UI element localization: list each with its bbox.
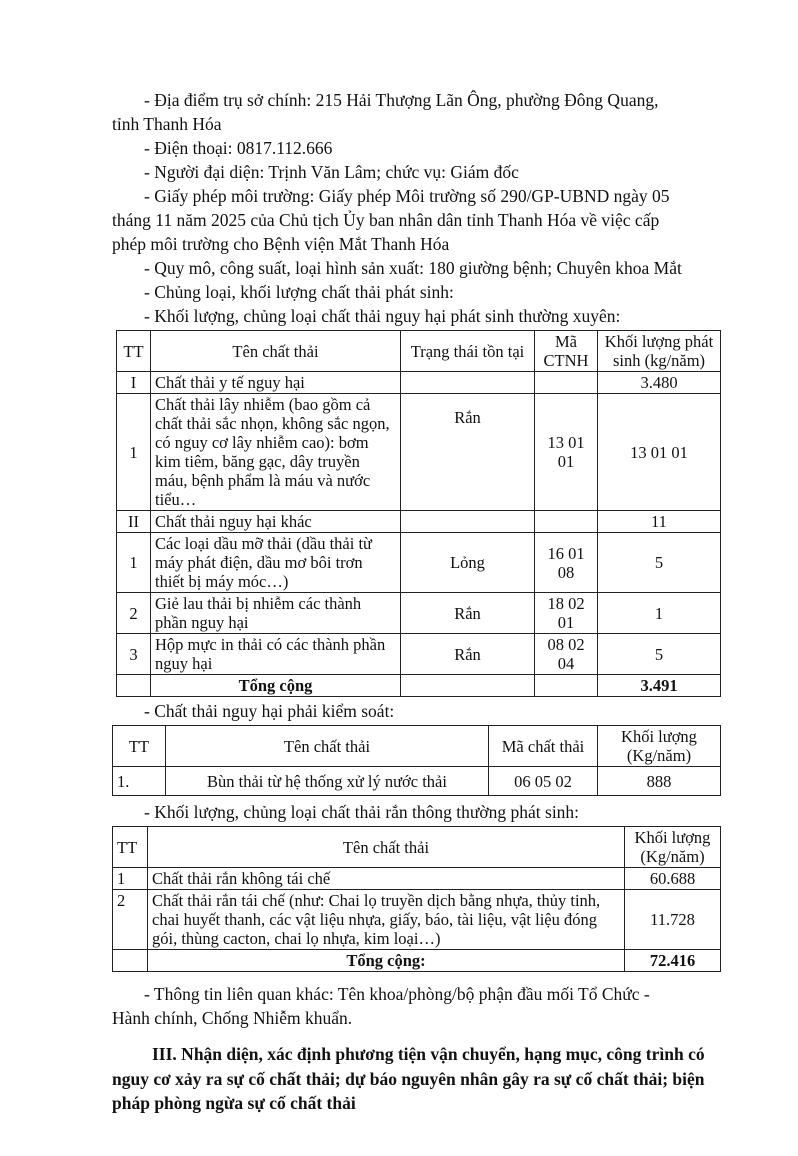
cell: 3 <box>117 634 151 675</box>
cell: Giẻ lau thải bị nhiễm các thành phần nguy hại <box>151 593 401 634</box>
header-cell: Tên chất thải <box>148 827 625 868</box>
table-row <box>117 394 721 511</box>
header-cell: Khối lượng (Kg/năm) <box>598 726 721 767</box>
table-row <box>117 511 721 533</box>
cell: Hộp mực in thải có các thành phần nguy hại <box>151 634 401 675</box>
cell: Chất thải rắn tái chế (như: Chai lọ truyền dịch bằng nhựa, thủy tinh, chai huyết thanh, các vật liệu nhựa, giấy, báo, tài liệu, vật liệu đóng gói, thùng cacton, chai lọ nhựa, kim loại…) <box>148 890 625 950</box>
info-line: - Giấy phép môi trường: Giấy phép Môi trường số 290/GP-UBND ngày 05 <box>144 186 670 206</box>
cell: 2 <box>117 593 151 634</box>
cell: 13 01 01 <box>535 394 598 511</box>
header-cell: Mã chất thải <box>489 726 598 767</box>
cell: 1 <box>117 394 151 511</box>
total-row <box>113 950 721 972</box>
info-line: - Điện thoại: 0817.112.666 <box>144 138 333 158</box>
total-value: 3.491 <box>598 675 721 697</box>
table-row <box>117 372 721 394</box>
cell: 1 <box>598 593 721 634</box>
cell <box>401 675 535 697</box>
cell: Chất thải rắn không tái chế <box>148 868 625 890</box>
table-header <box>113 726 721 767</box>
header-cell: TT <box>117 331 151 372</box>
cell <box>401 372 535 394</box>
solid-waste-table <box>112 826 721 972</box>
total-value: 72.416 <box>625 950 721 972</box>
cell: Rắn <box>401 593 535 634</box>
cell: 5 <box>598 634 721 675</box>
header-cell: Mã CTNH <box>535 331 598 372</box>
cell: 1 <box>117 533 151 593</box>
other-info-line: Hành chính, Chống Nhiễm khuẩn. <box>112 1008 353 1028</box>
cell: 11.728 <box>625 890 721 950</box>
cell: Rắn <box>401 634 535 675</box>
cell: 1. <box>113 767 166 796</box>
cell: 18 02 01 <box>535 593 598 634</box>
header-cell: TT <box>113 726 166 767</box>
info-line: phép môi trường cho Bệnh viện Mắt Thanh Hóa <box>112 234 450 254</box>
cell: Rắn <box>401 394 535 511</box>
cell: 16 01 08 <box>535 533 598 593</box>
section-subheading: - Khối lượng, chủng loại chất thải rắn thông thường phát sinh: <box>144 802 580 822</box>
cell: Chất thải y tế nguy hại <box>151 372 401 394</box>
table-row <box>117 533 721 593</box>
cell: 2 <box>113 890 148 950</box>
cell <box>113 950 148 972</box>
cell: 08 02 04 <box>535 634 598 675</box>
header-cell: Khối lượng (Kg/năm) <box>625 827 721 868</box>
cell: II <box>117 511 151 533</box>
cell: Chất thải nguy hại khác <box>151 511 401 533</box>
cell: I <box>117 372 151 394</box>
info-line: - Khối lượng, chủng loại chất thải nguy hại phát sinh thường xuyên: <box>144 306 621 326</box>
cell <box>535 675 598 697</box>
cell <box>117 675 151 697</box>
cell: Chất thải lây nhiễm (bao gồm cả chất thải sắc nhọn, không sắc ngọn, có nguy cơ lây nhiễm cao): bơm kim tiêm, băng gạc, dây truyền máu, bệnh phẩm là máu và nước tiểu… <box>151 394 401 511</box>
cell: Các loại dầu mỡ thải (dầu thải từ máy phát điện, dầu mơ bôi trơn thiết bị máy móc…) <box>151 533 401 593</box>
info-line: - Quy mô, công suất, loại hình sản xuất: 180 giường bệnh; Chuyên khoa Mắt <box>144 258 682 278</box>
cell: 3.480 <box>598 372 721 394</box>
table-row <box>113 868 721 890</box>
cell: Lỏng <box>401 533 535 593</box>
table-row <box>117 593 721 634</box>
cell <box>401 511 535 533</box>
info-line: tháng 11 năm 2025 của Chủ tịch Ủy ban nhân dân tỉnh Thanh Hóa về việc cấp <box>112 210 660 230</box>
document-page <box>112 0 724 1156</box>
cell: 11 <box>598 511 721 533</box>
cell: 888 <box>598 767 721 796</box>
hazardous-waste-table <box>116 330 721 697</box>
total-row <box>117 675 721 697</box>
table-row <box>117 634 721 675</box>
controlled-waste-table <box>112 725 721 796</box>
cell <box>535 511 598 533</box>
total-label: Tổng cộng <box>151 675 401 697</box>
header-cell: TT <box>113 827 148 868</box>
table-header <box>113 827 721 868</box>
cell: 60.688 <box>625 868 721 890</box>
header-cell: Tên chất thải <box>151 331 401 372</box>
section-subheading: - Chất thải nguy hại phải kiểm soát: <box>144 701 395 721</box>
cell: 06 05 02 <box>489 767 598 796</box>
section-heading: III. Nhận diện, xác định phương tiện vận chuyển, hạng mục, công trình có nguy cơ xảy ra sự cố chất thải; dự báo nguyên nhân gây ra sự cố chất thải; biện pháp phòng ngừa sự cố chất thải <box>112 1044 705 1113</box>
info-line: - Chủng loại, khối lượng chất thải phát sinh: <box>144 282 454 302</box>
table-row <box>113 890 721 950</box>
table-row <box>113 767 721 796</box>
cell: 5 <box>598 533 721 593</box>
info-line: - Người đại diện: Trịnh Văn Lâm; chức vụ: Giám đốc <box>144 162 519 182</box>
info-line: - Địa điểm trụ sở chính: 215 Hải Thượng Lãn Ông, phường Đông Quang, <box>144 90 659 110</box>
cell: 1 <box>113 868 148 890</box>
header-cell: Khối lượng phát sinh (kg/năm) <box>598 331 721 372</box>
header-cell: Tên chất thải <box>166 726 489 767</box>
info-line: tỉnh Thanh Hóa <box>112 114 222 134</box>
other-info-line: - Thông tin liên quan khác: Tên khoa/phòng/bộ phận đầu mối Tổ Chức - <box>144 984 650 1004</box>
header-cell: Trạng thái tồn tại <box>401 331 535 372</box>
total-label: Tổng cộng: <box>148 950 625 972</box>
cell: Bùn thải từ hệ thống xử lý nước thải <box>166 767 489 796</box>
cell: 13 01 01 <box>598 394 721 511</box>
cell <box>535 372 598 394</box>
table-header <box>117 331 721 372</box>
